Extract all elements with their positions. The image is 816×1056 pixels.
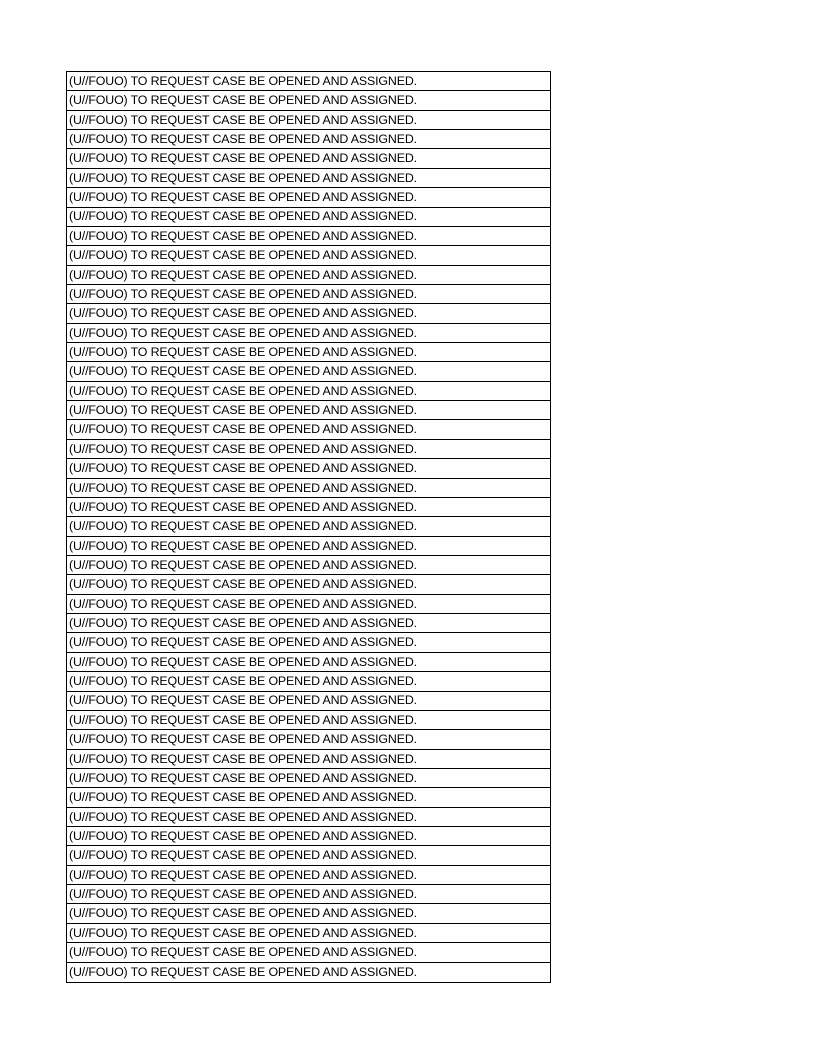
table-row [67,91,550,110]
table-row [67,362,550,381]
table-cell: (U//FOUO) TO REQUEST CASE BE OPENED AND ASSIGNED. [69,403,417,418]
table-cell: (U//FOUO) TO REQUEST CASE BE OPENED AND ASSIGNED. [69,538,417,553]
table-cell: (U//FOUO) TO REQUEST CASE BE OPENED AND ASSIGNED. [69,325,417,340]
table-cell: (U//FOUO) TO REQUEST CASE BE OPENED AND ASSIGNED. [69,809,417,824]
table-cell: (U//FOUO) TO REQUEST CASE BE OPENED AND ASSIGNED. [69,887,417,902]
table-row [67,72,550,91]
table-row [67,266,550,285]
table-cell: (U//FOUO) TO REQUEST CASE BE OPENED AND ASSIGNED. [69,151,417,166]
table-row [67,963,550,982]
table-row [67,750,550,769]
table-row [67,382,550,401]
table-cell: (U//FOUO) TO REQUEST CASE BE OPENED AND ASSIGNED. [69,770,417,785]
table-row [67,846,550,865]
table-row [67,537,550,556]
table-row [67,498,550,517]
table-row [67,692,550,711]
table-cell: (U//FOUO) TO REQUEST CASE BE OPENED AND ASSIGNED. [69,441,417,456]
table-cell: (U//FOUO) TO REQUEST CASE BE OPENED AND ASSIGNED. [69,93,417,108]
table-cell: (U//FOUO) TO REQUEST CASE BE OPENED AND ASSIGNED. [69,364,417,379]
table-cell: (U//FOUO) TO REQUEST CASE BE OPENED AND ASSIGNED. [69,519,417,534]
table-row [67,711,550,730]
table-cell: (U//FOUO) TO REQUEST CASE BE OPENED AND ASSIGNED. [69,693,417,708]
table-cell: (U//FOUO) TO REQUEST CASE BE OPENED AND ASSIGNED. [69,925,417,940]
table-cell: (U//FOUO) TO REQUEST CASE BE OPENED AND ASSIGNED. [69,170,417,185]
table-row [67,730,550,749]
table-row [67,343,550,362]
table-cell: (U//FOUO) TO REQUEST CASE BE OPENED AND ASSIGNED. [69,209,417,224]
table-cell: (U//FOUO) TO REQUEST CASE BE OPENED AND ASSIGNED. [69,965,417,979]
table-row [67,246,550,265]
table-row [67,653,550,672]
table-row [67,517,550,536]
table-cell: (U//FOUO) TO REQUEST CASE BE OPENED AND ASSIGNED. [69,73,417,88]
table-cell: (U//FOUO) TO REQUEST CASE BE OPENED AND ASSIGNED. [69,480,417,495]
table-cell: (U//FOUO) TO REQUEST CASE BE OPENED AND ASSIGNED. [69,132,417,147]
table-row [67,111,550,130]
table-cell: (U//FOUO) TO REQUEST CASE BE OPENED AND ASSIGNED. [69,654,417,669]
table-row [67,788,550,807]
table-row [67,595,550,614]
table-cell: (U//FOUO) TO REQUEST CASE BE OPENED AND ASSIGNED. [69,945,417,960]
table-cell: (U//FOUO) TO REQUEST CASE BE OPENED AND ASSIGNED. [69,867,417,882]
table-row [67,169,550,188]
table-cell: (U//FOUO) TO REQUEST CASE BE OPENED AND ASSIGNED. [69,596,417,611]
table-row [67,769,550,788]
table-row [67,808,550,827]
table-cell: (U//FOUO) TO REQUEST CASE BE OPENED AND ASSIGNED. [69,577,417,592]
document-table [66,71,551,983]
table-cell: (U//FOUO) TO REQUEST CASE BE OPENED AND ASSIGNED. [69,248,417,263]
table-row [67,924,550,943]
table-row [67,614,550,633]
table-row [67,827,550,846]
table-row [67,575,550,594]
table-cell: (U//FOUO) TO REQUEST CASE BE OPENED AND ASSIGNED. [69,112,417,127]
table-cell: (U//FOUO) TO REQUEST CASE BE OPENED AND ASSIGNED. [69,422,417,437]
table-row [67,208,550,227]
table-cell: (U//FOUO) TO REQUEST CASE BE OPENED AND ASSIGNED. [69,345,417,359]
table-cell: (U//FOUO) TO REQUEST CASE BE OPENED AND ASSIGNED. [69,557,417,572]
table-cell: (U//FOUO) TO REQUEST CASE BE OPENED AND ASSIGNED. [69,499,417,514]
table-row [67,285,550,304]
table-cell: (U//FOUO) TO REQUEST CASE BE OPENED AND ASSIGNED. [69,267,417,282]
table-row [67,440,550,459]
table-row [67,479,550,498]
table-row [67,556,550,575]
table-cell: (U//FOUO) TO REQUEST CASE BE OPENED AND ASSIGNED. [69,674,417,689]
table-cell: (U//FOUO) TO REQUEST CASE BE OPENED AND ASSIGNED. [69,828,417,843]
table-cell: (U//FOUO) TO REQUEST CASE BE OPENED AND ASSIGNED. [69,383,417,398]
table-cell: (U//FOUO) TO REQUEST CASE BE OPENED AND ASSIGNED. [69,306,417,321]
table-row [67,324,550,343]
table-cell: (U//FOUO) TO REQUEST CASE BE OPENED AND ASSIGNED. [69,751,417,766]
table-row [67,227,550,246]
table-cell: (U//FOUO) TO REQUEST CASE BE OPENED AND ASSIGNED. [69,848,417,863]
table-cell: (U//FOUO) TO REQUEST CASE BE OPENED AND ASSIGNED. [69,732,417,747]
table-row [67,885,550,904]
table-cell: (U//FOUO) TO REQUEST CASE BE OPENED AND ASSIGNED. [69,461,417,476]
table-row [67,866,550,885]
table-cell: (U//FOUO) TO REQUEST CASE BE OPENED AND ASSIGNED. [69,712,417,727]
table-cell: (U//FOUO) TO REQUEST CASE BE OPENED AND ASSIGNED. [69,190,417,205]
table-row [67,149,550,168]
table-row [67,633,550,652]
table-row [67,420,550,439]
table-row [67,672,550,691]
table-cell: (U//FOUO) TO REQUEST CASE BE OPENED AND ASSIGNED. [69,790,417,805]
table-row [67,130,550,149]
table-row [67,459,550,478]
table-cell: (U//FOUO) TO REQUEST CASE BE OPENED AND ASSIGNED. [69,228,417,243]
table-row [67,188,550,207]
table-row [67,904,550,923]
table-cell: (U//FOUO) TO REQUEST CASE BE OPENED AND ASSIGNED. [69,616,417,631]
table-cell: (U//FOUO) TO REQUEST CASE BE OPENED AND ASSIGNED. [69,906,417,921]
table-row [67,401,550,420]
table-cell: (U//FOUO) TO REQUEST CASE BE OPENED AND ASSIGNED. [69,635,417,650]
table-row [67,943,550,962]
table-cell: (U//FOUO) TO REQUEST CASE BE OPENED AND ASSIGNED. [69,286,417,301]
table-row [67,304,550,323]
